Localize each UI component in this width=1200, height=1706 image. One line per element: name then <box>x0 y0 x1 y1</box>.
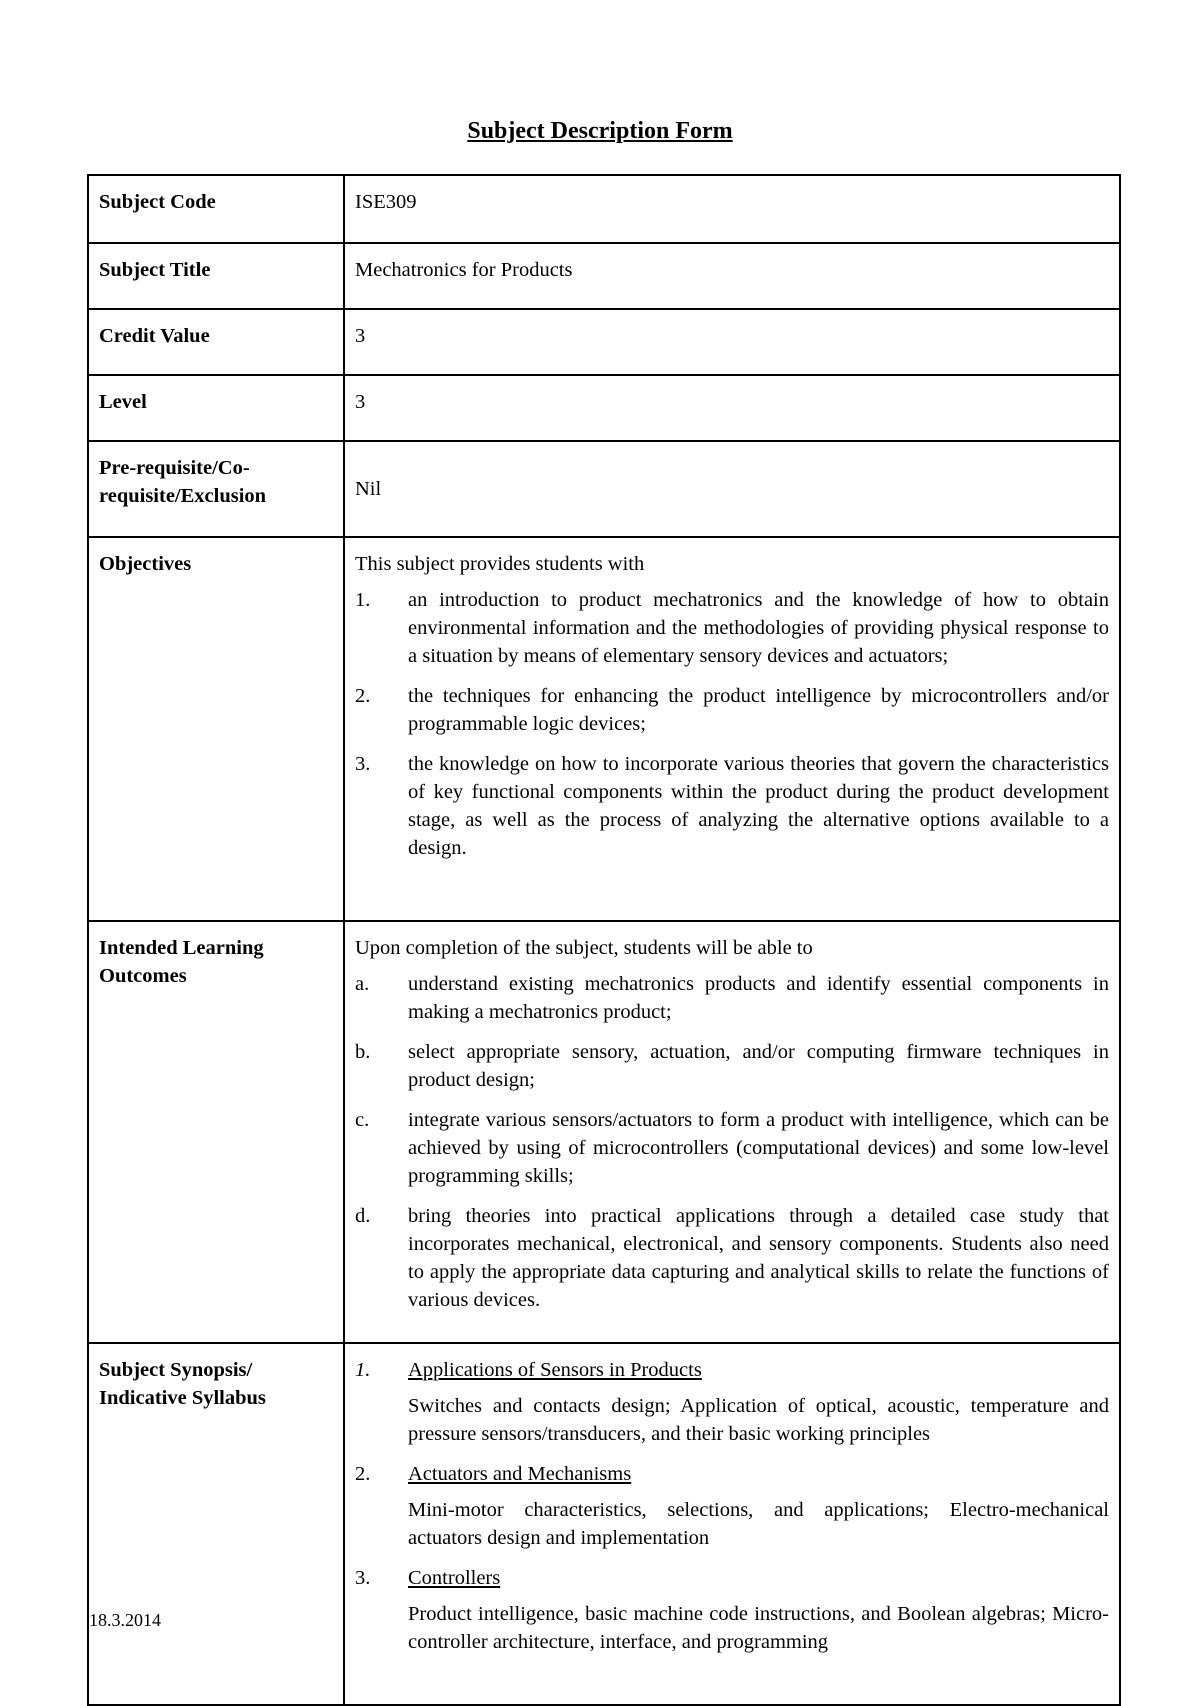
list-text: an introduction to product mechatronics and the knowledge of how to obtain environmental information and the methodologies of providing physical response to a situation by means of elementary sensory devices and actuators; <box>408 589 1109 667</box>
subject-title-value: Mechatronics for Products <box>344 243 1120 309</box>
list-marker: 1. <box>355 1359 371 1381</box>
learning-outcomes-label: Intended Learning Outcomes <box>88 921 344 1343</box>
subject-code-label: Subject Code <box>88 175 344 243</box>
syllabus-heading: Applications of Sensors in Products <box>408 1359 702 1381</box>
list-item <box>355 1038 1109 1094</box>
list-item <box>355 970 1109 1026</box>
syllabus-heading: Controllers <box>408 1567 501 1589</box>
row-prerequisite <box>88 441 1120 537</box>
list-marker: a. <box>355 973 370 995</box>
list-marker: 3. <box>355 1567 371 1589</box>
syllabus-body: Product intelligence, basic machine code instructions, and Boolean algebras; Micro-controller architecture, interface, and programming <box>408 1603 1109 1653</box>
prerequisite-label: Pre-requisite/Co-requisite/Exclusion <box>88 441 344 537</box>
list-item <box>355 1106 1109 1190</box>
objectives-value <box>344 537 1120 921</box>
list-item <box>355 586 1109 670</box>
list-marker: 3. <box>355 753 371 775</box>
syllabus-heading: Actuators and Mechanisms <box>408 1463 632 1485</box>
objectives-list <box>355 586 1109 862</box>
level-value: 3 <box>344 375 1120 441</box>
row-subject-code <box>88 175 1120 243</box>
subject-title-label: Subject Title <box>88 243 344 309</box>
row-synopsis <box>88 1343 1120 1705</box>
learning-outcomes-value <box>344 921 1120 1343</box>
row-credit-value <box>88 309 1120 375</box>
page-title: Subject Description Form <box>467 118 733 144</box>
learning-outcomes-intro: Upon completion of the subject, students will be able to <box>355 937 813 959</box>
list-item <box>355 1564 1109 1656</box>
list-item <box>355 1356 1109 1448</box>
objectives-label: Objectives <box>88 537 344 921</box>
list-text: the knowledge on how to incorporate various theories that govern the characteristics of key functional components within the product during the product development stage, as well as the process of analyzing the alternative options available to a design. <box>408 753 1109 859</box>
level-label: Level <box>88 375 344 441</box>
list-item <box>355 1202 1109 1314</box>
subject-code-value: ISE309 <box>344 175 1120 243</box>
list-item <box>355 1460 1109 1552</box>
list-marker: b. <box>355 1041 371 1063</box>
list-text: select appropriate sensory, actuation, and/or computing firmware techniques in product design; <box>408 1041 1109 1091</box>
objectives-intro: This subject provides students with <box>355 553 645 575</box>
credit-value-value: 3 <box>344 309 1120 375</box>
row-objectives <box>88 537 1120 921</box>
list-marker: 1. <box>355 589 371 611</box>
synopsis-label: Subject Synopsis/ Indicative Syllabus <box>88 1343 344 1705</box>
syllabus-body: Mini-motor characteristics, selections, and applications; Electro-mechanical actuators design and implementation <box>408 1499 1109 1549</box>
row-subject-title <box>88 243 1120 309</box>
learning-outcomes-list <box>355 970 1109 1314</box>
list-marker: d. <box>355 1205 371 1227</box>
credit-value-label: Credit Value <box>88 309 344 375</box>
syllabus-body: Switches and contacts design; Application of optical, acoustic, temperature and pressure sensors/transducers, and their basic working principles <box>408 1395 1109 1445</box>
synopsis-value <box>344 1343 1120 1705</box>
synopsis-list <box>355 1356 1109 1656</box>
footer-date: 18.3.2014 <box>89 1610 161 1630</box>
list-text: integrate various sensors/actuators to form a product with intelligence, which can be achieved by using of microcontrollers (computational devices) and some low-level programming skills; <box>408 1109 1109 1187</box>
subject-description-table <box>87 174 1121 1706</box>
row-level <box>88 375 1120 441</box>
prerequisite-value: Nil <box>344 441 1120 537</box>
list-marker: 2. <box>355 1463 371 1485</box>
list-text: the techniques for enhancing the product intelligence by microcontrollers and/or programmable logic devices; <box>408 685 1109 735</box>
list-text: understand existing mechatronics products and identify essential components in making a mechatronics product; <box>408 973 1109 1023</box>
row-learning-outcomes <box>88 921 1120 1343</box>
list-marker: c. <box>355 1109 370 1131</box>
list-item <box>355 682 1109 738</box>
list-item <box>355 750 1109 862</box>
list-text: bring theories into practical applications through a detailed case study that incorporates mechanical, electronical, and sensory components. Students also need to apply the appropriate data capturing and analytical skills to relate the functions of various devices. <box>408 1205 1109 1311</box>
list-marker: 2. <box>355 685 371 707</box>
